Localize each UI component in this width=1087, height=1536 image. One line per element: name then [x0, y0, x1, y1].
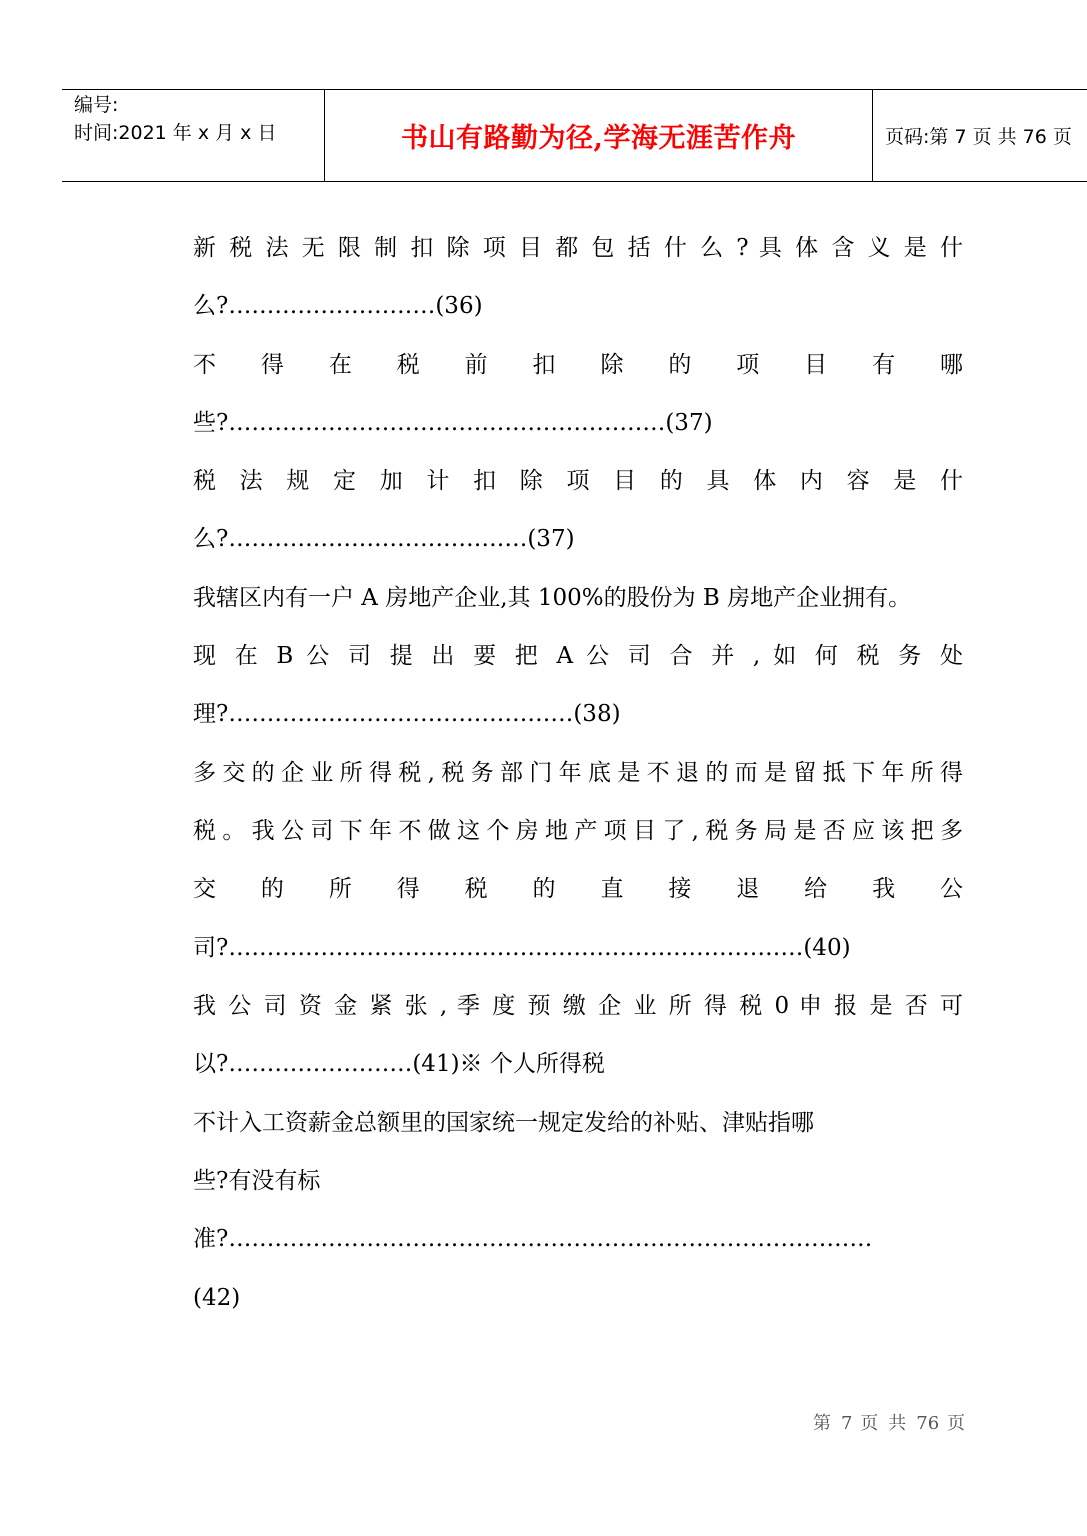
toc-line: 司?…………………………………………………………………(40) — [193, 935, 851, 961]
toc-line: 准?………………………………………………………………………… — [193, 1226, 873, 1252]
toc-line: 税。我公司下年不做这个房地产项目了,税务局是否应该把多 — [193, 818, 963, 844]
toc-line: 交 的 所 得 税 的 直 接 退 给 我 公 — [193, 876, 963, 902]
toc-line: 税 法 规 定 加 计 扣 除 项 目 的 具 体 内 容 是 什 — [193, 468, 963, 494]
toc-line: 么?………………………(36) — [193, 293, 483, 319]
toc-line: 理?………………………………………(38) — [193, 701, 621, 727]
toc-line: 现 在 B 公 司 提 出 要 把 A 公 司 合 并 , 如 何 税 务 处 — [193, 643, 963, 669]
serial-number-label: 编号: — [74, 94, 119, 116]
toc-line: 不 得 在 税 前 扣 除 的 项 目 有 哪 — [193, 352, 963, 378]
toc-line: 些?有没有标 — [193, 1168, 321, 1194]
header-page-cell — [873, 90, 1087, 181]
toc-line: 不计入工资薪金总额里的国家统一规定发给的补贴、津贴指哪 — [193, 1110, 814, 1136]
date-label: 时间:2021 年 x 月 x 日 — [74, 122, 277, 144]
header-motto-cell — [324, 90, 873, 181]
footer-page-number: 第 7 页 共 76 页 — [813, 1413, 965, 1434]
motto-text: 书山有路勤为径,学海无涯苦作舟 — [401, 123, 796, 154]
toc-line: 新 税 法 无 限 制 扣 除 项 目 都 包 括 什 么 ? 具 体 含 义 是 什 — [193, 235, 963, 261]
header-meta-cell — [62, 90, 324, 181]
toc-line: 我辖区内有一户 A 房地产企业,其 100%的股份为 B 房地产企业拥有。 — [193, 585, 912, 611]
toc-line: 么?…………………………………(37) — [193, 526, 575, 552]
toc-line: (42) — [193, 1285, 241, 1311]
page-header — [62, 89, 1087, 182]
toc-line: 我 公 司 资 金 紧 张 , 季 度 预 缴 企 业 所 得 税 0 申 报 是 否 可 — [193, 993, 963, 1019]
toc-line: 以?……………………(41)※ 个人所得税 — [193, 1051, 605, 1077]
toc-line: 多交的企业所得税,税务部门年底是不退的而是留抵下年所得 — [193, 760, 963, 786]
header-page-number: 页码:第 7 页 共 76 页 — [885, 126, 1072, 148]
toc-line: 些?…………………………………………………(37) — [193, 410, 713, 436]
